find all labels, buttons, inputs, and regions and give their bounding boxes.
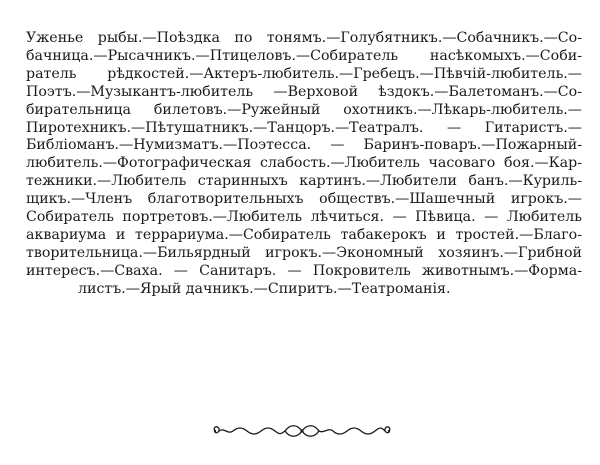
text-line: бирательница билетовъ.—Ружейный охотникъ.—Лѣкарь-любитель.— [26,101,582,118]
text-line: интересъ.—Сваха. — Санитаръ. — Покровитель животнымъ.—Форма- [26,262,582,279]
text-line: любитель.—Фотографическая слабость.—Любитель часоваго боя.—Кар- [26,155,582,172]
text-line: Поэтъ.—Музыкантъ-любитель —Верховой ѣздокъ.—Балетоманъ.—Со- [26,83,582,100]
text-line: Собиратель портретовъ.—Любитель лѣчиться. — Пѣвица. — Любитель [26,209,582,226]
text-line: тежники.—Любитель старинныхъ картинъ.—Любители банъ.—Куриль- [26,173,582,190]
text-line: бачница.—Рысачникъ.—Птицеловъ.—Собиратель насѣкомыхъ.—Соби- [26,47,582,64]
text-line: Библіоманъ.—Нумизматъ.—Поэтесса. — Баринъ-поваръ.—Пожарный- [26,137,582,154]
text-line: щикъ.—Членъ благотворительныхъ обществъ.—Шашечный игрокъ.— [26,191,582,208]
text-line: листъ.—Ярый дачникъ.—Спиритъ.—Театроманія. [78,280,451,297]
table-of-contents-paragraph [26,30,582,299]
decorative-rule-ornament-icon [211,422,393,440]
text-line: Пиротехникъ.—Пѣтушатникъ.—Танцоръ.—Театралъ. — Гитаристъ.— [26,119,582,136]
text-line: ратель рѣдкостей.—Актеръ-любитель.—Гребецъ.—Пѣвчій-любитель.— [26,65,582,82]
text-line: творительница.—Бильярдный игрокъ.—Экономный хозяинъ.—Грибной [26,244,582,261]
text-line: Уженье рыбы.—Поѣздка по тонямъ.—Голубятникъ.—Собачникъ.—Со- [26,30,582,46]
text-line: аквариума и террариума.—Собиратель табакерокъ и тростей.—Благо- [26,226,582,243]
